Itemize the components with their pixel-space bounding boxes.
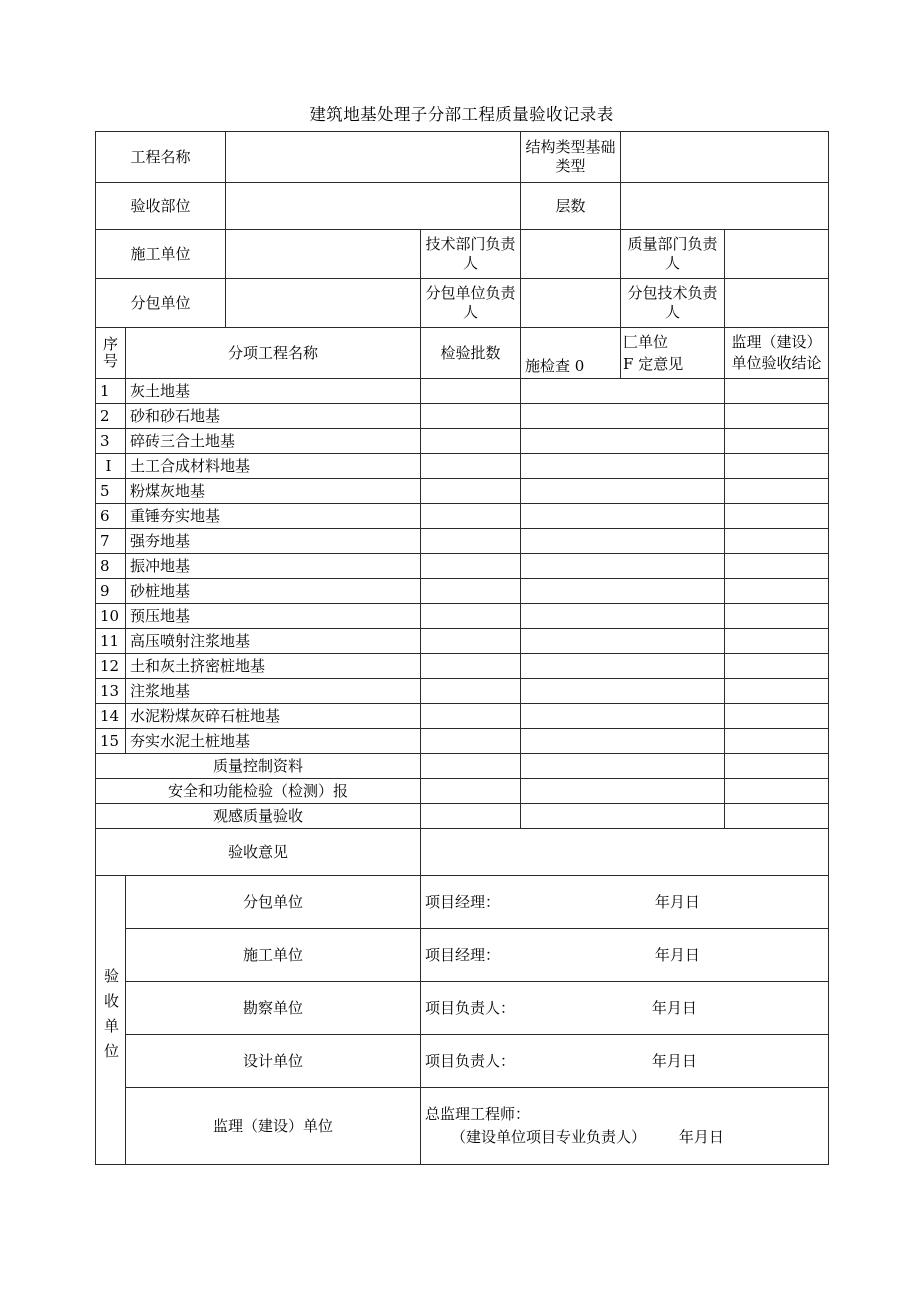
- summary-batch-count[interactable]: [421, 804, 521, 829]
- form-row-subcontractor: [96, 279, 829, 328]
- sign-date: 年月日: [651, 1051, 697, 1070]
- sign-unit-label: 施工单位: [126, 929, 421, 982]
- summary-batch-count[interactable]: [421, 779, 521, 804]
- item-no: 3: [96, 429, 126, 454]
- summary-supervision[interactable]: [725, 779, 829, 804]
- item-name: 夯实水泥土桩地基: [126, 729, 421, 754]
- item-no: 10: [96, 604, 126, 629]
- item-name: 水泥粉煤灰碎石桩地基: [126, 704, 421, 729]
- sign-group-label: 验收单位: [96, 876, 126, 1165]
- acceptance-opinion-label: 验收意见: [96, 829, 421, 876]
- form-row-construction-unit: [96, 230, 829, 279]
- col-header-item-name: 分项工程名称: [126, 328, 421, 379]
- sign-row-design: [96, 1035, 829, 1088]
- item-name: 碎砖三合土地基: [126, 429, 421, 454]
- table-row: [96, 704, 829, 729]
- acceptance-opinion-value[interactable]: [421, 829, 829, 876]
- item-no: 2: [96, 404, 126, 429]
- table-row: [96, 579, 829, 604]
- table-row: [96, 679, 829, 704]
- item-no: I: [96, 454, 126, 479]
- acceptance-part-value[interactable]: [226, 183, 521, 230]
- item-no: 13: [96, 679, 126, 704]
- item-name: 重锤夯实地基: [126, 504, 421, 529]
- table-row: [96, 654, 829, 679]
- item-self-check[interactable]: [521, 379, 725, 404]
- sign-body[interactable]: [421, 929, 829, 982]
- item-name: 砂桩地基: [126, 579, 421, 604]
- sign-date: 年月日: [654, 892, 700, 911]
- item-self-check[interactable]: [521, 679, 725, 704]
- item-no: 14: [96, 704, 126, 729]
- summary-label: 质量控制资料: [96, 754, 421, 779]
- item-no: 5: [96, 479, 126, 504]
- subcontractor-label: 分包单位: [96, 279, 226, 328]
- table-row: [96, 379, 829, 404]
- tech-dept-head-label: 技术部门负责人: [421, 230, 521, 279]
- table-row: [96, 479, 829, 504]
- summary-row: [96, 754, 829, 779]
- item-batch-count[interactable]: [421, 704, 521, 729]
- sign-row-construction: [96, 929, 829, 982]
- table-row: [96, 429, 829, 454]
- item-self-check[interactable]: [521, 579, 725, 604]
- item-batch-count[interactable]: [421, 654, 521, 679]
- sign-body[interactable]: [421, 982, 829, 1035]
- page-title: 建筑地基处理子分部工程质量验收记录表: [309, 105, 614, 124]
- item-supervision[interactable]: [725, 404, 829, 429]
- item-supervision[interactable]: [725, 604, 829, 629]
- form-row-project-name: [96, 132, 829, 183]
- tech-dept-head-value[interactable]: [521, 230, 621, 279]
- item-name: 粉煤灰地基: [126, 479, 421, 504]
- summary-supervision[interactable]: [725, 754, 829, 779]
- sign-role: 项目负责人：: [425, 1051, 516, 1070]
- item-supervision[interactable]: [725, 379, 829, 404]
- item-self-check[interactable]: [521, 529, 725, 554]
- item-batch-count[interactable]: [421, 679, 521, 704]
- item-name: 注浆地基: [126, 679, 421, 704]
- sign-body[interactable]: [421, 876, 829, 929]
- item-batch-count[interactable]: [421, 454, 521, 479]
- col-header-unit-opinion-bottom: F 定意见: [623, 355, 684, 373]
- item-supervision[interactable]: [725, 504, 829, 529]
- summary-batch-count[interactable]: [421, 754, 521, 779]
- sign-date: 年月日: [654, 945, 700, 964]
- item-self-check[interactable]: [521, 429, 725, 454]
- construction-unit-label: 施工单位: [96, 230, 226, 279]
- project-name-value[interactable]: [226, 132, 521, 183]
- summary-self-check[interactable]: [521, 754, 725, 779]
- item-name: 强夯地基: [126, 529, 421, 554]
- summary-row: [96, 804, 829, 829]
- item-supervision[interactable]: [725, 654, 829, 679]
- col-header-seq: 序号: [96, 328, 126, 379]
- sign-body[interactable]: [421, 1035, 829, 1088]
- item-batch-count[interactable]: [421, 554, 521, 579]
- item-name: 土和灰土挤密桩地基: [126, 654, 421, 679]
- structure-type-value[interactable]: [621, 132, 829, 183]
- item-batch-count[interactable]: [421, 379, 521, 404]
- item-name: 高压喷射注浆地基: [126, 629, 421, 654]
- col-header-self-check: 施检查 0: [521, 328, 621, 379]
- subcontractor-head-label: 分包单位负责人: [421, 279, 521, 328]
- form-row-acceptance-part: [96, 183, 829, 230]
- item-batch-count[interactable]: [421, 629, 521, 654]
- item-batch-count[interactable]: [421, 479, 521, 504]
- sign-subrole: （建设单位项目专业负责人）: [451, 1128, 647, 1146]
- item-batch-count[interactable]: [421, 504, 521, 529]
- col-header-unit-opinion-top: 匚单位: [623, 333, 669, 351]
- item-self-check[interactable]: [521, 404, 725, 429]
- sign-unit-label: 分包单位: [126, 876, 421, 929]
- item-batch-count[interactable]: [421, 529, 521, 554]
- table-row: [96, 554, 829, 579]
- summary-supervision[interactable]: [725, 804, 829, 829]
- item-supervision[interactable]: [725, 429, 829, 454]
- floors-value[interactable]: [621, 183, 829, 230]
- col-header-unit-opinion: [621, 328, 725, 379]
- sign-role: 总监理工程师：: [425, 1105, 531, 1123]
- item-no: 8: [96, 554, 126, 579]
- item-no: 7: [96, 529, 126, 554]
- item-name: 预压地基: [126, 604, 421, 629]
- sign-role: 项目经理：: [425, 892, 501, 911]
- item-batch-count[interactable]: [421, 404, 521, 429]
- summary-self-check[interactable]: [521, 779, 725, 804]
- item-self-check[interactable]: [521, 629, 725, 654]
- item-supervision[interactable]: [725, 579, 829, 604]
- item-supervision[interactable]: [725, 704, 829, 729]
- sign-row-subcontractor: [96, 876, 829, 929]
- quality-dept-head-label: 质量部门负责人: [621, 230, 725, 279]
- sign-unit-label: 勘察单位: [126, 982, 421, 1035]
- item-self-check[interactable]: [521, 504, 725, 529]
- sign-row-supervision: [96, 1088, 829, 1165]
- subcontract-tech-head-label: 分包技术负责人: [621, 279, 725, 328]
- sign-date: 年月日: [678, 1128, 724, 1146]
- item-batch-count[interactable]: [421, 604, 521, 629]
- sign-row-survey: [96, 982, 829, 1035]
- item-batch-count[interactable]: [421, 579, 521, 604]
- item-supervision[interactable]: [725, 629, 829, 654]
- item-no: 15: [96, 729, 126, 754]
- subcontractor-value[interactable]: [226, 279, 421, 328]
- item-no: 6: [96, 504, 126, 529]
- acceptance-part-label: 验收部位: [96, 183, 226, 230]
- item-name: 土工合成材料地基: [126, 454, 421, 479]
- item-self-check[interactable]: [521, 729, 725, 754]
- table-column-header-row: [96, 328, 829, 379]
- table-row: [96, 529, 829, 554]
- item-supervision[interactable]: [725, 679, 829, 704]
- item-name: 振冲地基: [126, 554, 421, 579]
- quality-acceptance-form-table: [95, 131, 829, 1165]
- col-header-supervision-conclusion: 监理（建设）单位验收结论: [725, 328, 829, 379]
- item-no: 9: [96, 579, 126, 604]
- table-row: [96, 404, 829, 429]
- sign-role: 项目负责人：: [425, 998, 516, 1017]
- item-batch-count[interactable]: [421, 429, 521, 454]
- summary-label: 观感质量验收: [96, 804, 421, 829]
- sign-role: 项目经理：: [425, 945, 501, 964]
- table-row: [96, 629, 829, 654]
- subcontractor-head-value[interactable]: [521, 279, 621, 328]
- item-self-check[interactable]: [521, 604, 725, 629]
- item-no: 11: [96, 629, 126, 654]
- construction-unit-value[interactable]: [226, 230, 421, 279]
- item-self-check[interactable]: [521, 654, 725, 679]
- table-row: [96, 504, 829, 529]
- summary-label: 安全和功能检验（检测）报: [96, 779, 421, 804]
- table-row: [96, 454, 829, 479]
- floors-label: 层数: [521, 183, 621, 230]
- sign-date: 年月日: [651, 998, 697, 1017]
- quality-dept-head-value[interactable]: [725, 230, 829, 279]
- item-supervision[interactable]: [725, 554, 829, 579]
- acceptance-opinion-row: [96, 829, 829, 876]
- project-name-label: 工程名称: [96, 132, 226, 183]
- sign-body[interactable]: [421, 1088, 829, 1165]
- table-row: [96, 729, 829, 754]
- item-supervision[interactable]: [725, 729, 829, 754]
- item-name: 灰土地基: [126, 379, 421, 404]
- item-self-check[interactable]: [521, 704, 725, 729]
- subcontract-tech-head-value[interactable]: [725, 279, 829, 328]
- summary-self-check[interactable]: [521, 804, 725, 829]
- item-supervision[interactable]: [725, 479, 829, 504]
- item-self-check[interactable]: [521, 454, 725, 479]
- item-supervision[interactable]: [725, 454, 829, 479]
- item-name: 砂和砂石地基: [126, 404, 421, 429]
- item-no: 12: [96, 654, 126, 679]
- sign-unit-label: 监理（建设）单位: [126, 1088, 421, 1165]
- item-batch-count[interactable]: [421, 729, 521, 754]
- item-self-check[interactable]: [521, 554, 725, 579]
- sign-unit-label: 设计单位: [126, 1035, 421, 1088]
- table-row: [96, 604, 829, 629]
- item-self-check[interactable]: [521, 479, 725, 504]
- structure-type-label: 结构类型基础类型: [521, 132, 621, 183]
- item-supervision[interactable]: [725, 529, 829, 554]
- item-no: 1: [96, 379, 126, 404]
- col-header-batch-count: 检验批数: [421, 328, 521, 379]
- summary-row: [96, 779, 829, 804]
